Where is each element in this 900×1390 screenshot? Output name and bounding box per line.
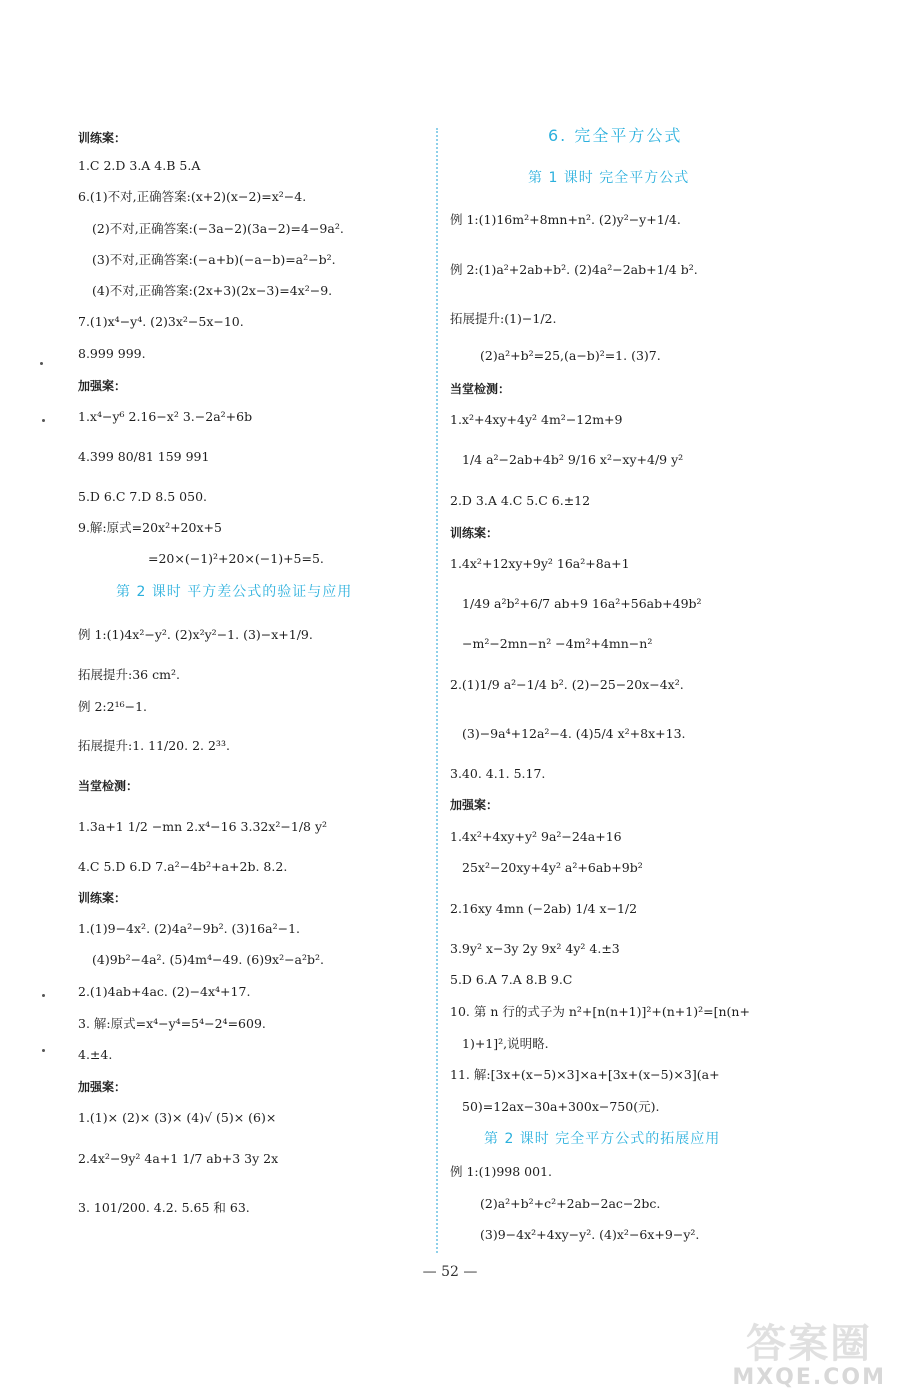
right-line: 第 2 课时 完全平方公式的拓展应用 [484,1131,721,1147]
left-line: 加强案： [78,379,127,393]
right-line: 6. 完全平方公式 [548,126,683,145]
right-line: 加强案： [450,798,499,812]
left-line: 6.(1)不对,正确答案:(x+2)(x−2)=x²−4. [78,189,307,204]
left-line: 拓展提升:36 cm². [78,667,180,682]
right-line: 50)=12ax−30a+300x−750(元). [462,1099,660,1114]
left-line: 5.D 6.C 7.D 8.5 050. [78,489,207,504]
left-line: 当堂检测： [78,779,139,793]
column-divider [436,128,438,1253]
left-line: 4.±4. [78,1047,113,1062]
speck [40,362,43,365]
left-line: (3)不对,正确答案:(−a+b)(−a−b)=a²−b². [92,252,336,267]
left-line: 加强案： [78,1080,127,1094]
right-line: 2.16xy 4mn (−2ab) 1/4 x−1/2 [450,901,638,916]
page-number: — 52 — [422,1264,478,1280]
right-line: 拓展提升:(1)−1/2. [450,311,557,326]
watermark-logo: 答案圈 [746,1321,873,1367]
right-line: 10. 第 n 行的式子为 n²+[n(n+1)]²+(n+1)²=[n(n+ [450,1004,750,1019]
right-line: 1/49 a²b²+6/7 ab+9 16a²+56ab+49b² [462,596,702,611]
right-line: (2)a²+b²=25,(a−b)²=1. (3)7. [480,348,661,363]
left-line: 1.x⁴−y⁶ 2.16−x² 3.−2a²+6b [78,409,253,424]
right-line: 2.(1)1/9 a²−1/4 b². (2)−25−20x−4x². [450,677,684,692]
right-line: 1)+1]²,说明略. [462,1036,549,1051]
left-line: (4)9b²−4a². (5)4m⁴−49. (6)9x²−a²b². [92,952,325,967]
right-line: 3.9y² x−3y 2y 9x² 4y² 4.±3 [450,941,620,956]
right-line: (2)a²+b²+c²+2ab−2ac−2bc. [480,1196,661,1211]
left-line: 1.C 2.D 3.A 4.B 5.A [78,158,201,173]
right-line: 当堂检测： [450,382,511,396]
left-line: 8.999 999. [78,346,146,361]
left-line: 1.(1)× (2)× (3)× (4)√ (5)× (6)× [78,1110,277,1125]
left-line: 2.4x²−9y² 4a+1 1/7 ab+3 3y 2x [78,1151,279,1166]
right-line: 3.40. 4.1. 5.17. [450,766,546,781]
right-line: 2.D 3.A 4.C 5.C 6.±12 [450,493,591,508]
left-line: 9.解:原式=20x²+20x+5 [78,520,222,535]
left-line: (2)不对,正确答案:(−3a−2)(3a−2)=4−9a². [92,221,344,236]
right-line: 25x²−20xy+4y² a²+6ab+9b² [462,860,643,875]
right-line: 1/4 a²−2ab+4b² 9/16 x²−xy+4/9 y² [462,452,684,467]
left-line: 3. 解:原式=x⁴−y⁴=5⁴−2⁴=609. [78,1016,266,1031]
right-line: 1.x²+4xy+4y² 4m²−12m+9 [450,412,623,427]
right-line: 例 1:(1)998 001. [450,1164,553,1179]
right-line: 11. 解:[3x+(x−5)×3]×a+[3x+(x−5)×3](a+ [450,1067,720,1082]
left-line: 第 2 课时 平方差公式的验证与应用 [116,584,353,600]
left-line: 拓展提升:1. 11/20. 2. 2³³. [78,738,230,753]
speck [42,419,45,422]
speck [42,1049,45,1052]
right-line: 例 1:(1)16m²+8mn+n². (2)y²−y+1/4. [450,212,681,227]
left-line: 7.(1)x⁴−y⁴. (2)3x²−5x−10. [78,314,244,329]
right-line: 第 1 课时 完全平方公式 [528,170,690,186]
left-line: 训练案： [78,891,127,905]
right-line: (3)9−4x²+4xy−y². (4)x²−6x+9−y². [480,1227,700,1242]
left-line: 例 1:(1)4x²−y². (2)x²y²−1. (3)−x+1/9. [78,627,313,642]
right-line: 1.4x²+4xy+y² 9a²−24a+16 [450,829,622,844]
left-line: (4)不对,正确答案:(2x+3)(2x−3)=4x²−9. [92,283,333,298]
right-line: 例 2:(1)a²+2ab+b². (2)4a²−2ab+1/4 b². [450,262,698,277]
left-line: 训练案： [78,131,127,145]
right-line: 5.D 6.A 7.A 8.B 9.C [450,972,573,987]
watermark [732,1322,886,1390]
right-line: −m²−2mn−n² −4m²+4mn−n² [462,636,653,651]
left-line: 4.C 5.D 6.D 7.a²−4b²+a+2b. 8.2. [78,859,288,874]
right-line: (3)−9a⁴+12a²−4. (4)5/4 x²+8x+13. [462,726,686,741]
right-line: 训练案： [450,526,499,540]
left-line: 1.(1)9−4x². (2)4a²−9b². (3)16a²−1. [78,921,301,936]
left-line: 4.399 80/81 159 991 [78,449,210,464]
speck [42,994,45,997]
left-line: 1.3a+1 1/2 −mn 2.x⁴−16 3.32x²−1/8 y² [78,819,328,834]
left-line: 2.(1)4ab+4ac. (2)−4x⁴+17. [78,984,251,999]
left-line: =20×(−1)²+20×(−1)+5=5. [148,551,324,566]
right-line: 1.4x²+12xy+9y² 16a²+8a+1 [450,556,630,571]
left-line: 3. 101/200. 4.2. 5.65 和 63. [78,1200,250,1215]
left-line: 例 2:2¹⁶−1. [78,699,148,714]
watermark-url: MXQE.COM [732,1365,886,1390]
